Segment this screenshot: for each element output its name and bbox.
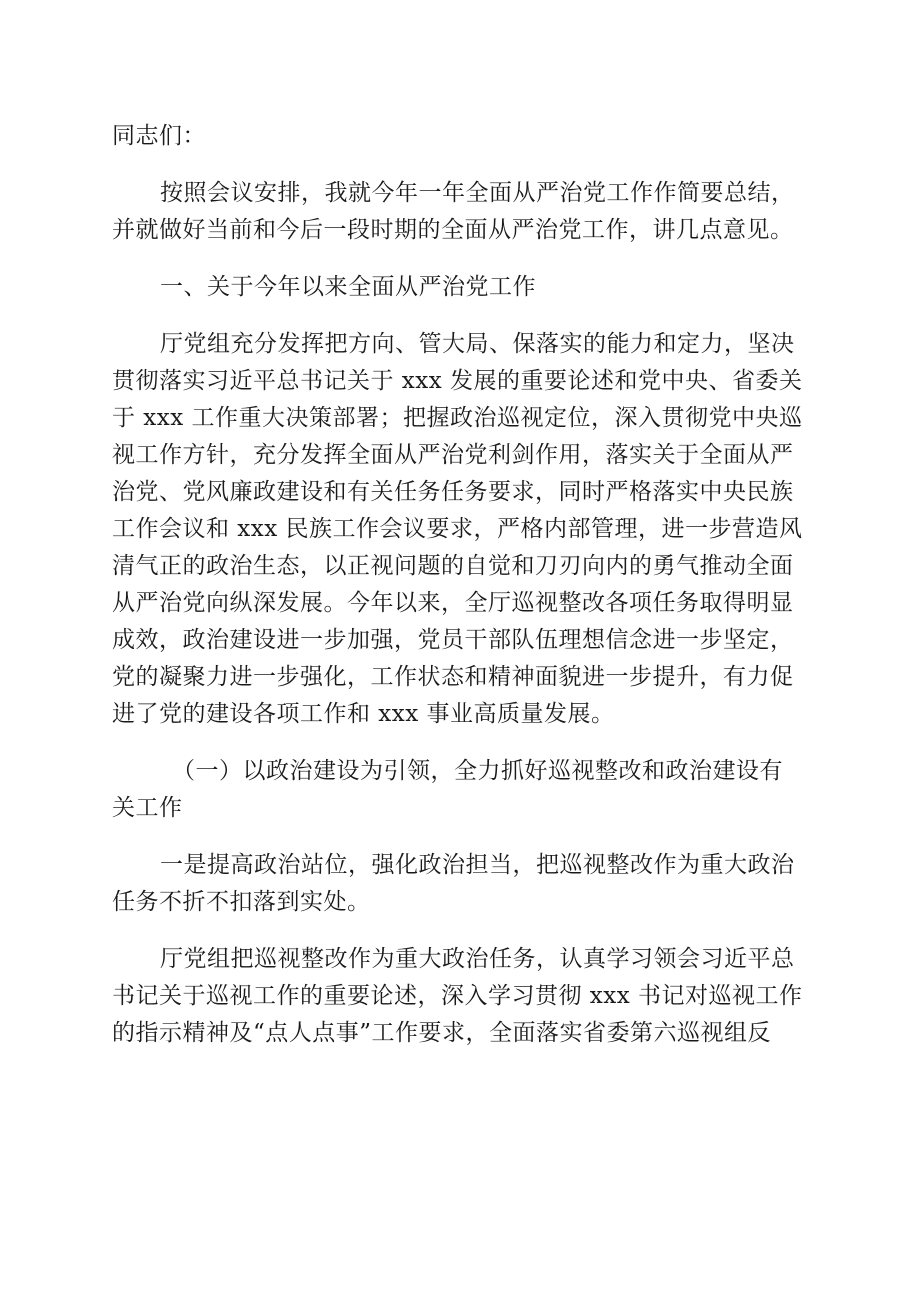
paragraph-line: 清气正的政治生态，以正视问题的自觉和刀刃向内的勇气推动全面 [112,553,794,579]
paragraph-line: 一是提高政治站位，强化政治担当，把巡视整改作为重大政治 [160,852,795,878]
paragraph-line: 任务不折不扣落到实处。 [112,889,371,915]
heading-text: 一、关于今年以来全面从严治党工作 [160,274,536,300]
document-body [112,118,810,1052]
paragraph-line: 按照会议安排，我就今年一年全面从严治党工作作简要总结， [160,180,795,206]
paragraph-line: 厅党组把巡视整改作为重大政治任务，认真学习领会习近平总 [160,946,795,972]
paragraph-line: 贯彻落实习近平总书记关于 xxx 发展的重要论述和党中央、省委关 [112,368,803,394]
paragraph-line: 视工作方针，充分发挥全面从严治党利剑作用，落实关于全面从严 [112,442,794,468]
paragraph-intro [112,175,810,249]
paragraph-line: 的指示精神及“点人点事”工作要求，全面落实省委第六巡视组反 [112,1020,772,1046]
paragraph-line: 治党、党风廉政建设和有关任务任务要求，同时严格落实中央民族 [112,479,794,505]
heading-text: （一）以政治建设为引领，全力抓好巡视整改和政治建设有 [172,758,783,784]
paragraph-line: 进了党的建设各项工作和 xxx 事业高质量发展。 [112,701,615,727]
paragraph-line: 书记关于巡视工作的重要论述，深入学习贯彻 xxx 书记对巡视工作 [112,983,803,1009]
paragraph-summary [112,326,810,733]
salutation [112,118,810,155]
salutation-text: 同志们： [112,123,206,149]
paragraph-detail [112,941,810,1052]
section-heading-2 [112,753,810,827]
section-heading-1 [112,269,810,306]
paragraph-line: 从严治党向纵深发展。今年以来，全厅巡视整改各项任务取得明显 [112,590,794,616]
heading-text: 关工作 [112,795,183,821]
paragraph-line: 成效，政治建设进一步加强，党员干部队伍理想信念进一步坚定， [112,627,794,653]
paragraph-line: 厅党组充分发挥把方向、管大局、保落实的能力和定力，坚决 [160,331,795,357]
paragraph-line: 并就做好当前和今后一段时期的全面从严治党工作，讲几点意见。 [112,217,794,243]
paragraph-line: 党的凝聚力进一步强化，工作状态和精神面貌进一步提升，有力促 [112,664,794,690]
paragraph-line: 工作会议和 xxx 民族工作会议要求，严格内部管理，进一步营造风 [112,516,803,542]
paragraph-point-one [112,847,810,921]
paragraph-line: 于 xxx 工作重大决策部署；把握政治巡视定位，深入贯彻党中央巡 [112,405,803,431]
